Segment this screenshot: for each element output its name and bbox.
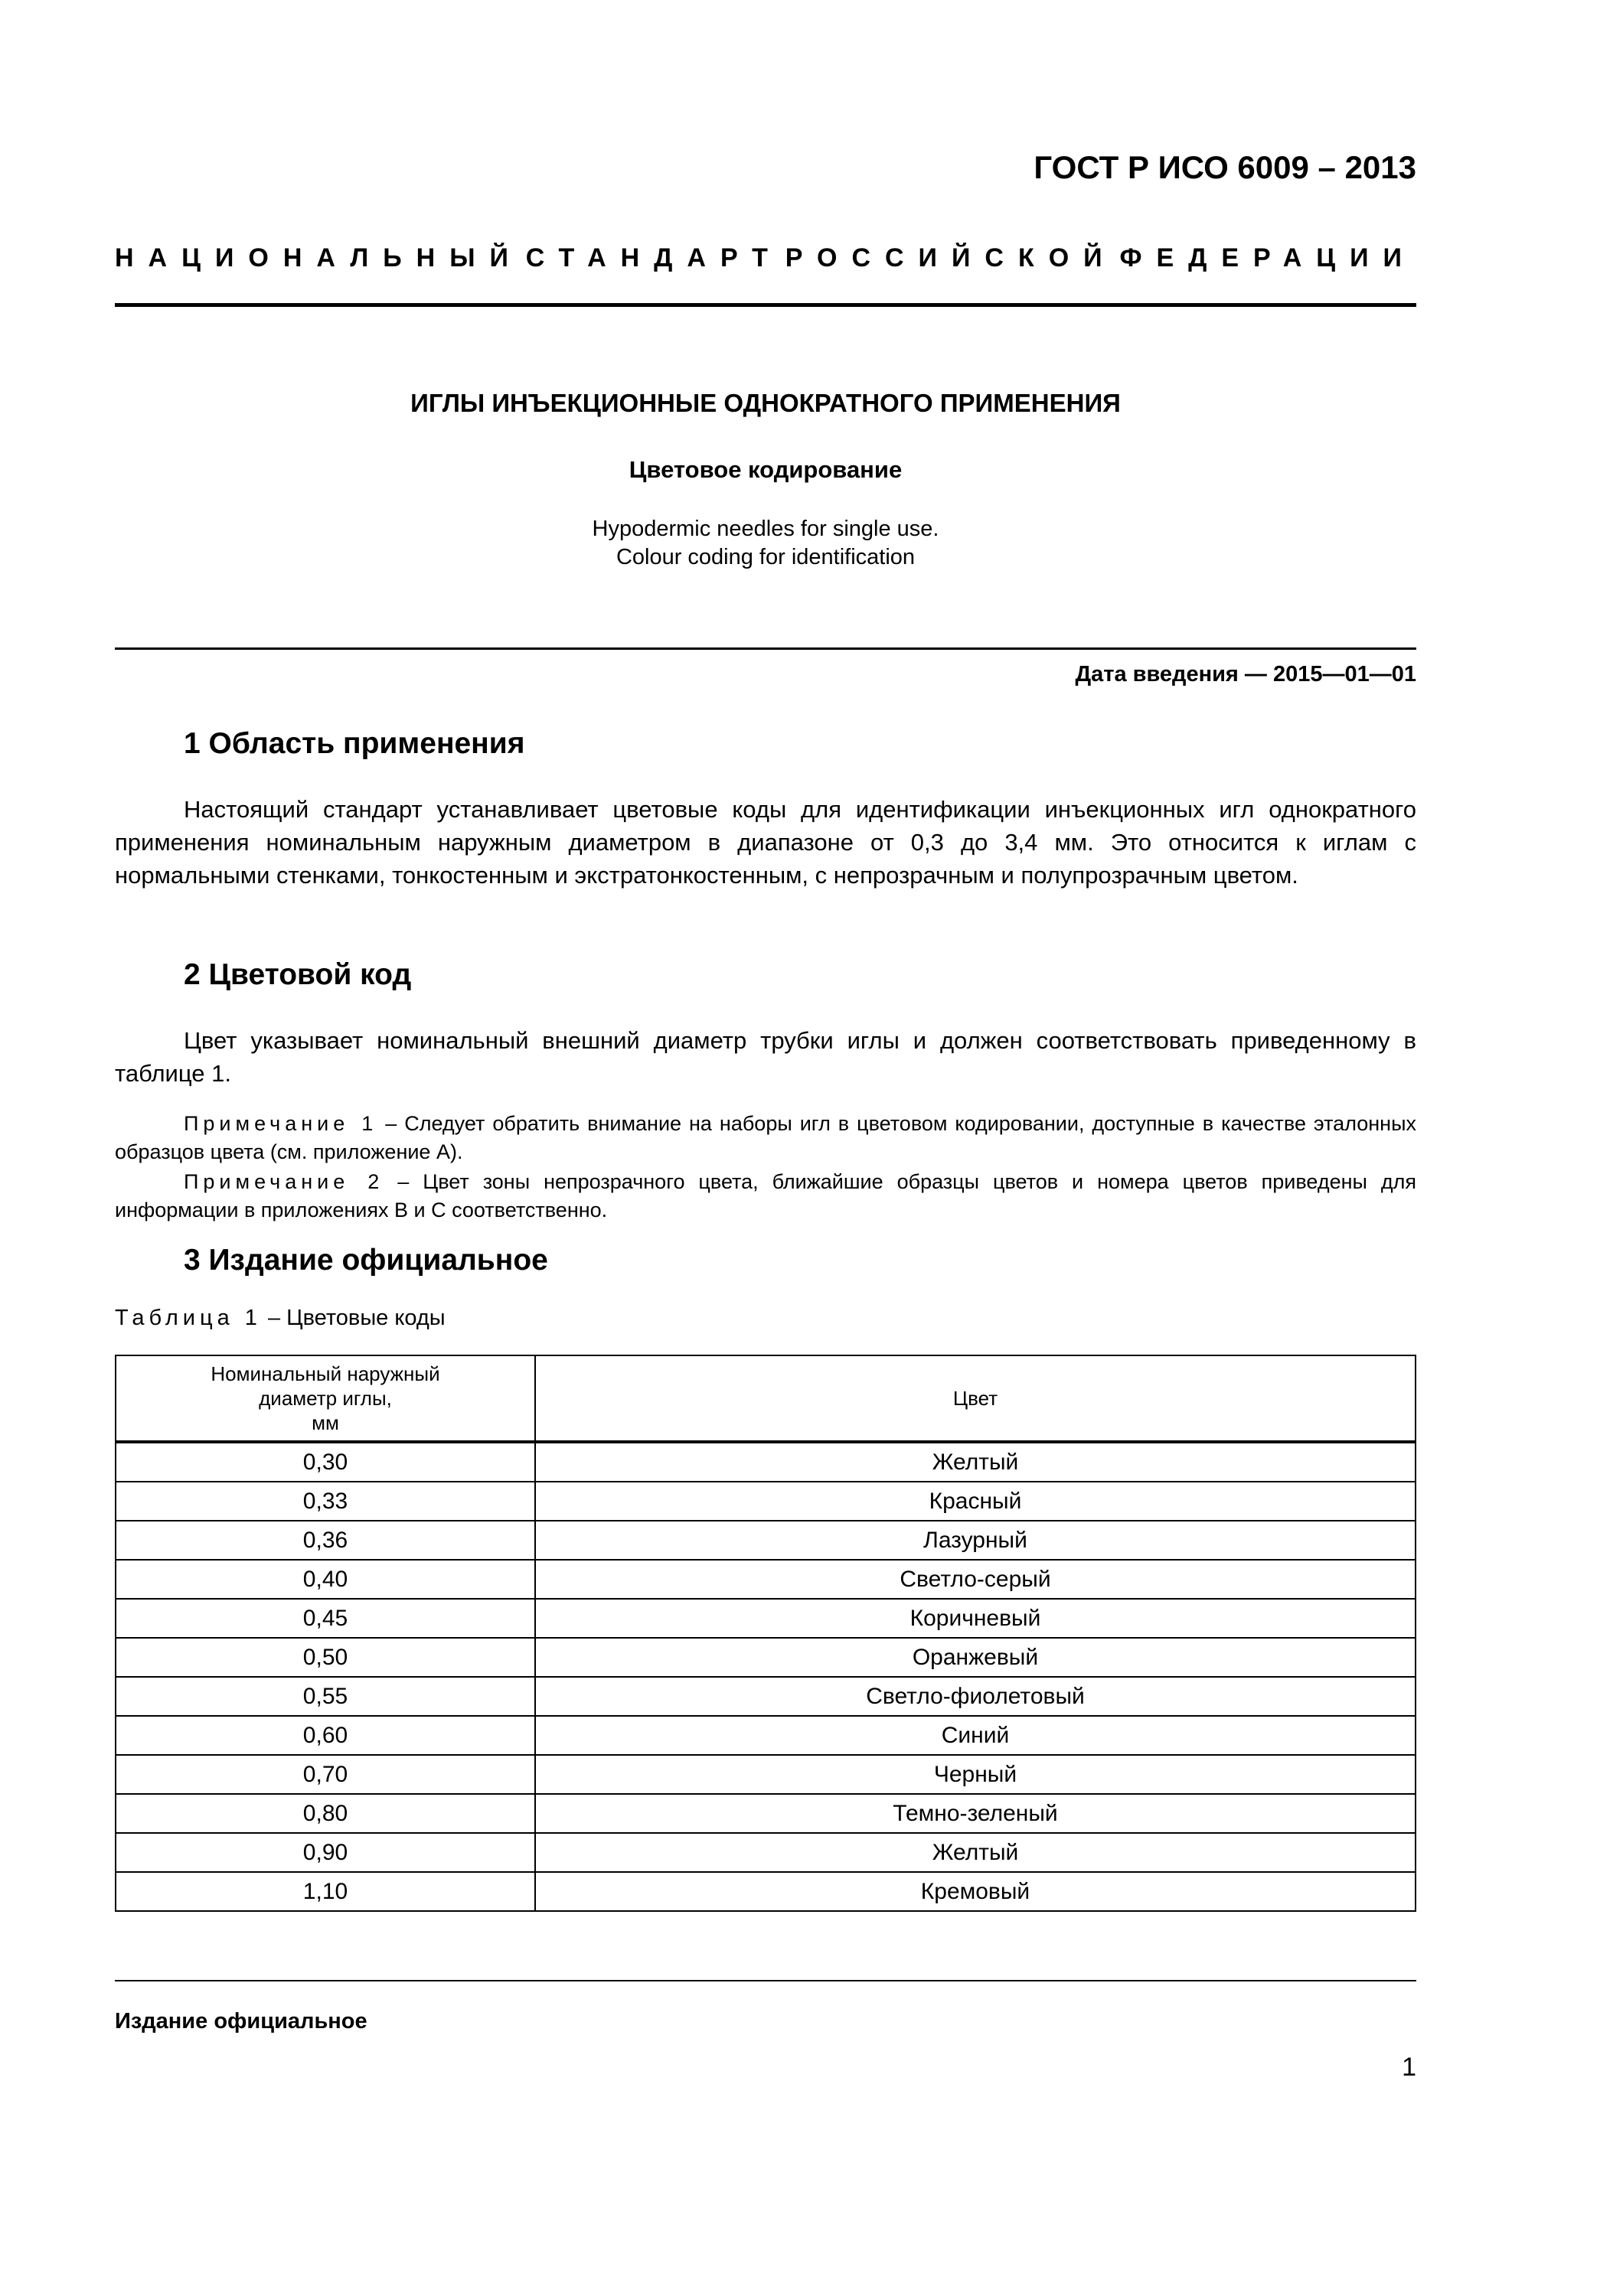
- diameter-column-header: [116, 1355, 535, 1442]
- color-cell: Черный: [535, 1755, 1416, 1794]
- table-row: [116, 1833, 1416, 1872]
- table-caption-text: – Цветовые коды: [261, 1306, 446, 1330]
- diameter-cell: 0,60: [116, 1716, 535, 1755]
- color-cell: Красный: [535, 1482, 1416, 1521]
- color-cell: Коричневый: [535, 1599, 1416, 1638]
- national-standard-banner: [115, 243, 1416, 277]
- document-code: ГОСТ Р ИСО 6009 – 2013: [1034, 149, 1416, 185]
- table-row: [116, 1521, 1416, 1560]
- banner-word-russian: РОССИЙСКОЙ: [785, 243, 1117, 272]
- color-cell: Оранжевый: [535, 1638, 1416, 1677]
- note-1-text: – Следует обратить внимание на наборы игл в цветовом кодировании, доступные в качестве эталонных образцов цвета (см. приложение А).: [115, 1112, 1416, 1163]
- color-cell: Кремовый: [535, 1872, 1416, 1911]
- diameter-cell: 0,80: [116, 1794, 535, 1833]
- table-row: [116, 1872, 1416, 1911]
- diameter-cell: 0,36: [116, 1521, 535, 1560]
- table-caption-label: Таблица 1: [115, 1306, 262, 1330]
- document-title: ИГЛЫ ИНЪЕКЦИОННЫЕ ОДНОКРАТНОГО ПРИМЕНЕНИЯ: [410, 389, 1121, 417]
- table-row: [116, 1560, 1416, 1599]
- introduction-date: Дата введения — 2015—01—01: [1075, 662, 1416, 687]
- diameter-header-line-2: диаметр иглы,: [259, 1387, 392, 1410]
- title-divider: [115, 647, 1416, 650]
- english-title-line-1: Hypodermic needles for single use.: [592, 517, 939, 541]
- note-1: [115, 1110, 1416, 1166]
- diameter-cell: 0,90: [116, 1833, 535, 1872]
- table-row: [116, 1716, 1416, 1755]
- official-edition-label: Издание официальное: [115, 2009, 367, 2033]
- note-2: [115, 1168, 1416, 1225]
- diameter-cell: 0,33: [116, 1482, 535, 1521]
- color-cell: Светло-фиолетовый: [535, 1677, 1416, 1716]
- color-cell: Желтый: [535, 1833, 1416, 1872]
- section-2-heading: 2 Цветовой код: [184, 958, 412, 991]
- banner-word-standard: СТАНДАРТ: [525, 243, 782, 272]
- table-row: [116, 1677, 1416, 1716]
- color-cell: Синий: [535, 1716, 1416, 1755]
- section-1-text: Настоящий стандарт устанавливает цветовые коды для идентификации инъекционных игл однократного применения номинальным наружным диаметром в диапазоне от 0,3 до 3,4 мм. Это относится к иглам с нормальными стенками, тонкостенным и экстратонкостенным, с непрозрачным и полупрозрачным цветом.: [115, 796, 1416, 889]
- diameter-cell: 1,10: [116, 1872, 535, 1911]
- table-row: [116, 1638, 1416, 1677]
- header-divider: [115, 303, 1416, 307]
- note-2-label: Примечание 2: [184, 1170, 384, 1193]
- diameter-cell: 0,40: [116, 1560, 535, 1599]
- diameter-cell: 0,45: [116, 1599, 535, 1638]
- page-number: 1: [1402, 2053, 1416, 2082]
- color-cell: Лазурный: [535, 1521, 1416, 1560]
- diameter-cell: 0,70: [116, 1755, 535, 1794]
- banner-word-national: НАЦИОНАЛЬНЫЙ: [115, 243, 523, 272]
- table-header-row: [116, 1355, 1416, 1442]
- table-caption: [115, 1306, 446, 1331]
- color-codes-table: [115, 1355, 1416, 1912]
- note-1-label: Примечание 1: [184, 1112, 378, 1135]
- diameter-cell: 0,30: [116, 1442, 535, 1482]
- section-1-heading: 1 Область применения: [184, 727, 525, 760]
- note-2-text: – Цвет зоны непрозрачного цвета, ближайшие образцы цветов и номера цветов приведены для информации в приложениях В и С соответственно.: [115, 1170, 1417, 1221]
- table-row: [116, 1599, 1416, 1638]
- table-row: [116, 1794, 1416, 1833]
- english-title-line-2: Colour coding for identification: [616, 545, 916, 569]
- diameter-header-line-3: мм: [312, 1411, 339, 1434]
- color-cell: Светло-серый: [535, 1560, 1416, 1599]
- document-subtitle: Цветовое кодирование: [629, 456, 903, 483]
- section-2-text: Цвет указывает номинальный внешний диаметр трубки иглы и должен соответствовать приведенному в таблице 1.: [115, 1027, 1416, 1087]
- color-cell: Желтый: [535, 1442, 1416, 1482]
- diameter-cell: 0,55: [116, 1677, 535, 1716]
- table-row: [116, 1755, 1416, 1794]
- section-3-heading: 3 Издание официальное: [184, 1244, 548, 1277]
- table-row: [116, 1442, 1416, 1482]
- diameter-header-line-1: Номинальный наружный: [211, 1362, 440, 1385]
- banner-word-federation: ФЕДЕРАЦИИ: [1119, 243, 1416, 272]
- table-row: [116, 1482, 1416, 1521]
- color-cell: Темно-зеленый: [535, 1794, 1416, 1833]
- color-column-header: Цвет: [535, 1355, 1416, 1442]
- diameter-cell: 0,50: [116, 1638, 535, 1677]
- footer-divider: [115, 1980, 1416, 1981]
- english-title: [115, 515, 1416, 572]
